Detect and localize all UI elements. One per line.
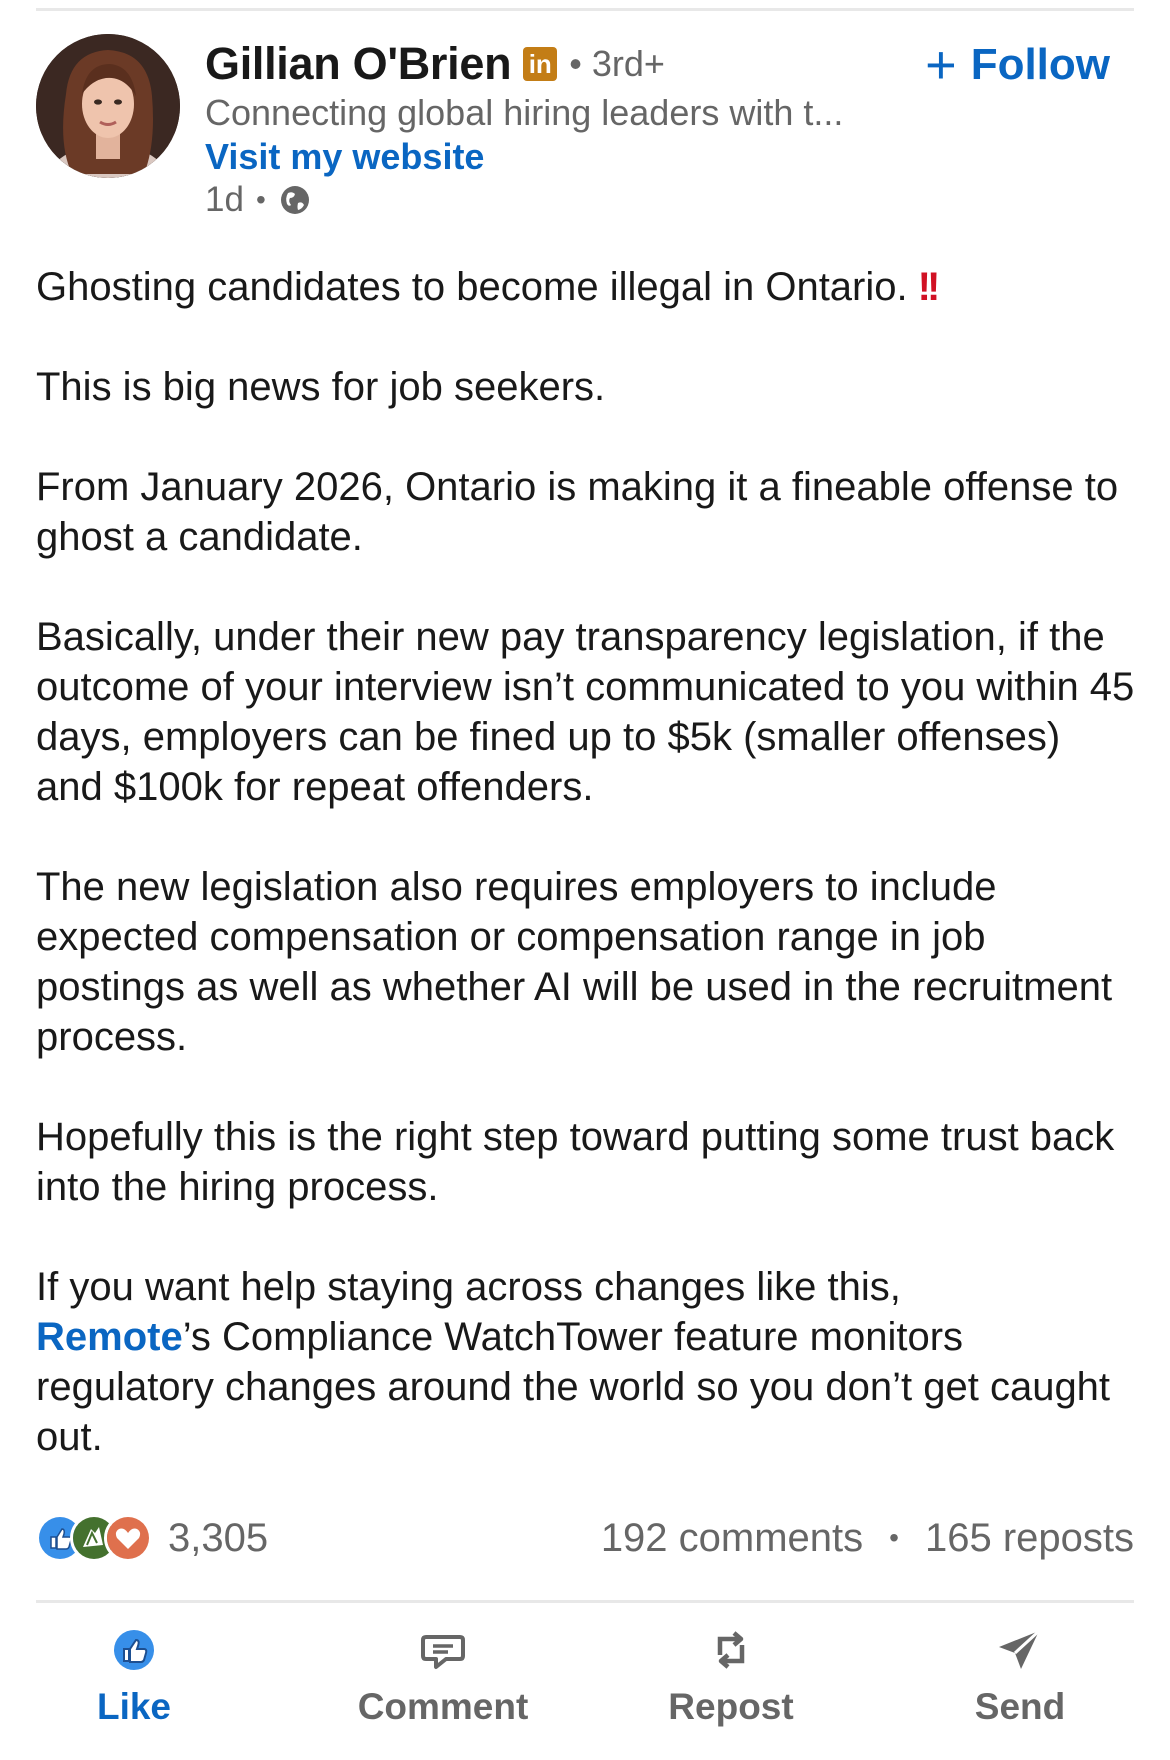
mention-link[interactable]: Remote: [36, 1315, 183, 1359]
post-paragraph: This is big news for job seekers.: [36, 365, 606, 409]
like-button[interactable]: [24, 1615, 244, 1728]
repost-button[interactable]: [621, 1615, 841, 1728]
double-exclamation-emoji: !!: [917, 265, 937, 309]
like-label: Like: [96, 1686, 172, 1727]
reaction-count[interactable]: 3,305: [168, 1515, 269, 1560]
connection-degree: • 3rd+: [569, 43, 665, 84]
comment-icon: [333, 1620, 553, 1680]
repost-icon: [621, 1620, 841, 1680]
post-meta: 1d •: [205, 180, 312, 220]
post-paragraph: If you want help staying across changes like this, Remote’s Compliance WatchTower feature monitors regulatory changes around the world so you don’t get caught out.: [36, 1265, 1111, 1459]
like-icon: [24, 1620, 244, 1680]
send-button[interactable]: [910, 1615, 1130, 1728]
author-headline: Connecting global hiring leaders with t...: [205, 92, 844, 133]
action-bar: [0, 1615, 1170, 1755]
engagement-counts: 192 comments • 165 reposts: [600, 1515, 1134, 1560]
post-time: 1d: [205, 180, 244, 219]
post-paragraph: From January 2026, Ontario is making it a fineable offense to ghost a candidate.: [36, 465, 1119, 559]
post-body: [36, 262, 1136, 1512]
avatar-portrait-icon: [36, 34, 180, 178]
reposts-count[interactable]: 165 reposts: [924, 1515, 1134, 1560]
linkedin-badge-icon: in: [523, 47, 557, 81]
follow-button[interactable]: [925, 35, 1110, 95]
follow-label: Follow: [970, 40, 1110, 89]
love-reaction-icon: [104, 1514, 152, 1562]
comment-label: Comment: [357, 1686, 529, 1727]
comment-button[interactable]: [333, 1615, 553, 1728]
reaction-icons[interactable]: [36, 1514, 138, 1562]
visit-website-link[interactable]: Visit my website: [205, 136, 485, 177]
repost-label: Repost: [668, 1686, 794, 1727]
post-paragraph: Hopefully this is the right step toward putting some trust back into the hiring process.: [36, 1115, 1115, 1209]
top-divider: [36, 8, 1134, 11]
author-name[interactable]: Gillian O'Brien: [205, 38, 512, 89]
comments-count[interactable]: 192 comments: [600, 1515, 864, 1560]
connection-degree-label: 3rd+: [591, 43, 665, 84]
globe-icon: [278, 183, 312, 217]
actions-divider: [36, 1600, 1134, 1603]
social-counts: [36, 1508, 1134, 1568]
post-paragraph: The new legislation also requires employers to include expected compensation or compensation range in job postings as well as whether AI will be used in the recruitment process.: [36, 865, 1113, 1059]
author-row: [205, 38, 665, 90]
avatar[interactable]: [36, 34, 180, 178]
plus-icon: +: [925, 35, 957, 95]
post-paragraph: Basically, under their new pay transparency legislation, if the outcome of your interview isn’t communicated to you within 45 days, employers can be fined up to $5k (smaller offenses) and $100k for repeat offenders.: [36, 615, 1135, 809]
send-icon: [910, 1620, 1130, 1680]
post-paragraph: Ghosting candidates to become illegal in Ontario. !!: [36, 265, 937, 309]
send-label: Send: [974, 1686, 1066, 1727]
